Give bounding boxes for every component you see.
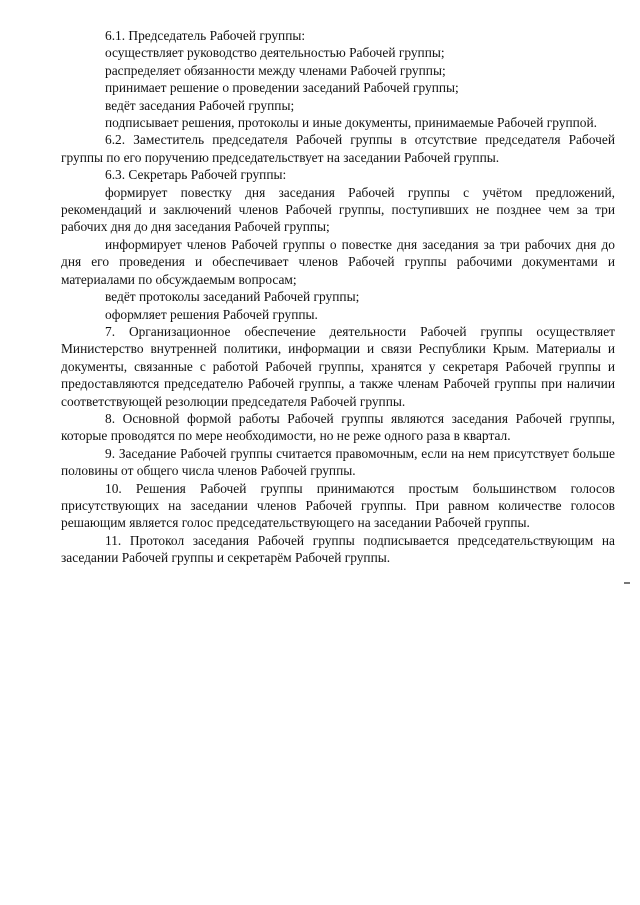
chairman-duty-5: подписывает решения, протоколы и иные документы, принимаемые Рабочей группой.: [105, 115, 597, 131]
secretary-duty-3: ведёт протоколы заседаний Рабочей группы;: [105, 289, 360, 305]
section-7: 7. Организационное обеспечение деятельности Рабочей группы осуществляет Министерство внутренней политики, информации и связи Республики Крым. Материалы и документы, связанные с работой Рабочей группы, хранятся у секретаря Рабочей группы и предоставляются председателю Рабочей группы, а также членам Рабочей группы при наличии соответствующей резолюции председателя Рабочей группы.: [61, 323, 615, 409]
secretary-duty-1: формирует повестку дня заседания Рабочей группы с учётом предложений, рекомендаций и заключений членов Рабочей группы, поступивших не позднее чем за три рабочих дня до дня заседания Рабочей группы;: [61, 184, 615, 235]
chairman-duty-1: осуществляет руководство деятельностью Рабочей группы;: [105, 45, 445, 61]
section-8: 8. Основной формой работы Рабочей группы являются заседания Рабочей группы, которые проводятся по мере необходимости, но не реже одного раза в квартал.: [61, 410, 615, 444]
chairman-duty-2: распределяет обязанности между членами Рабочей группы;: [105, 62, 446, 78]
section-6-3-title: 6.3. Секретарь Рабочей группы:: [105, 167, 287, 183]
section-11: 11. Протокол заседания Рабочей группы подписывается председательствующим на заседании Рабочей группы и секретарём Рабочей группы.: [61, 532, 615, 566]
chairman-duty-3: принимает решение о проведении заседаний Рабочей группы;: [105, 80, 459, 96]
scan-artifact-mark: [624, 582, 630, 584]
chairman-duty-4: ведёт заседания Рабочей группы;: [105, 97, 295, 113]
section-6-1-title: 6.1. Председатель Рабочей группы:: [105, 28, 306, 43]
section-10: 10. Решения Рабочей группы принимаются простым большинством голосов присутствующих на заседании членов Рабочей группы. При равном количестве голосов решающим является голос председательствующего на заседании Рабочей группы.: [61, 480, 615, 531]
document-body: [61, 27, 615, 567]
section-9: 9. Заседание Рабочей группы считается правомочным, если на нем присутствует больше половины от общего числа членов Рабочей группы.: [61, 445, 615, 479]
secretary-duty-4: оформляет решения Рабочей группы.: [105, 306, 318, 322]
secretary-duty-2: информирует членов Рабочей группы о повестке дня заседания за три рабочих дня до дня его проведения и обеспечивает членов Рабочей группы рабочими документами и материалами по обсуждаемым вопросам;: [61, 236, 615, 287]
section-6-2: 6.2. Заместитель председателя Рабочей группы в отсутствие председателя Рабочей группы по его поручению председательствует на заседании Рабочей группы.: [61, 132, 615, 165]
